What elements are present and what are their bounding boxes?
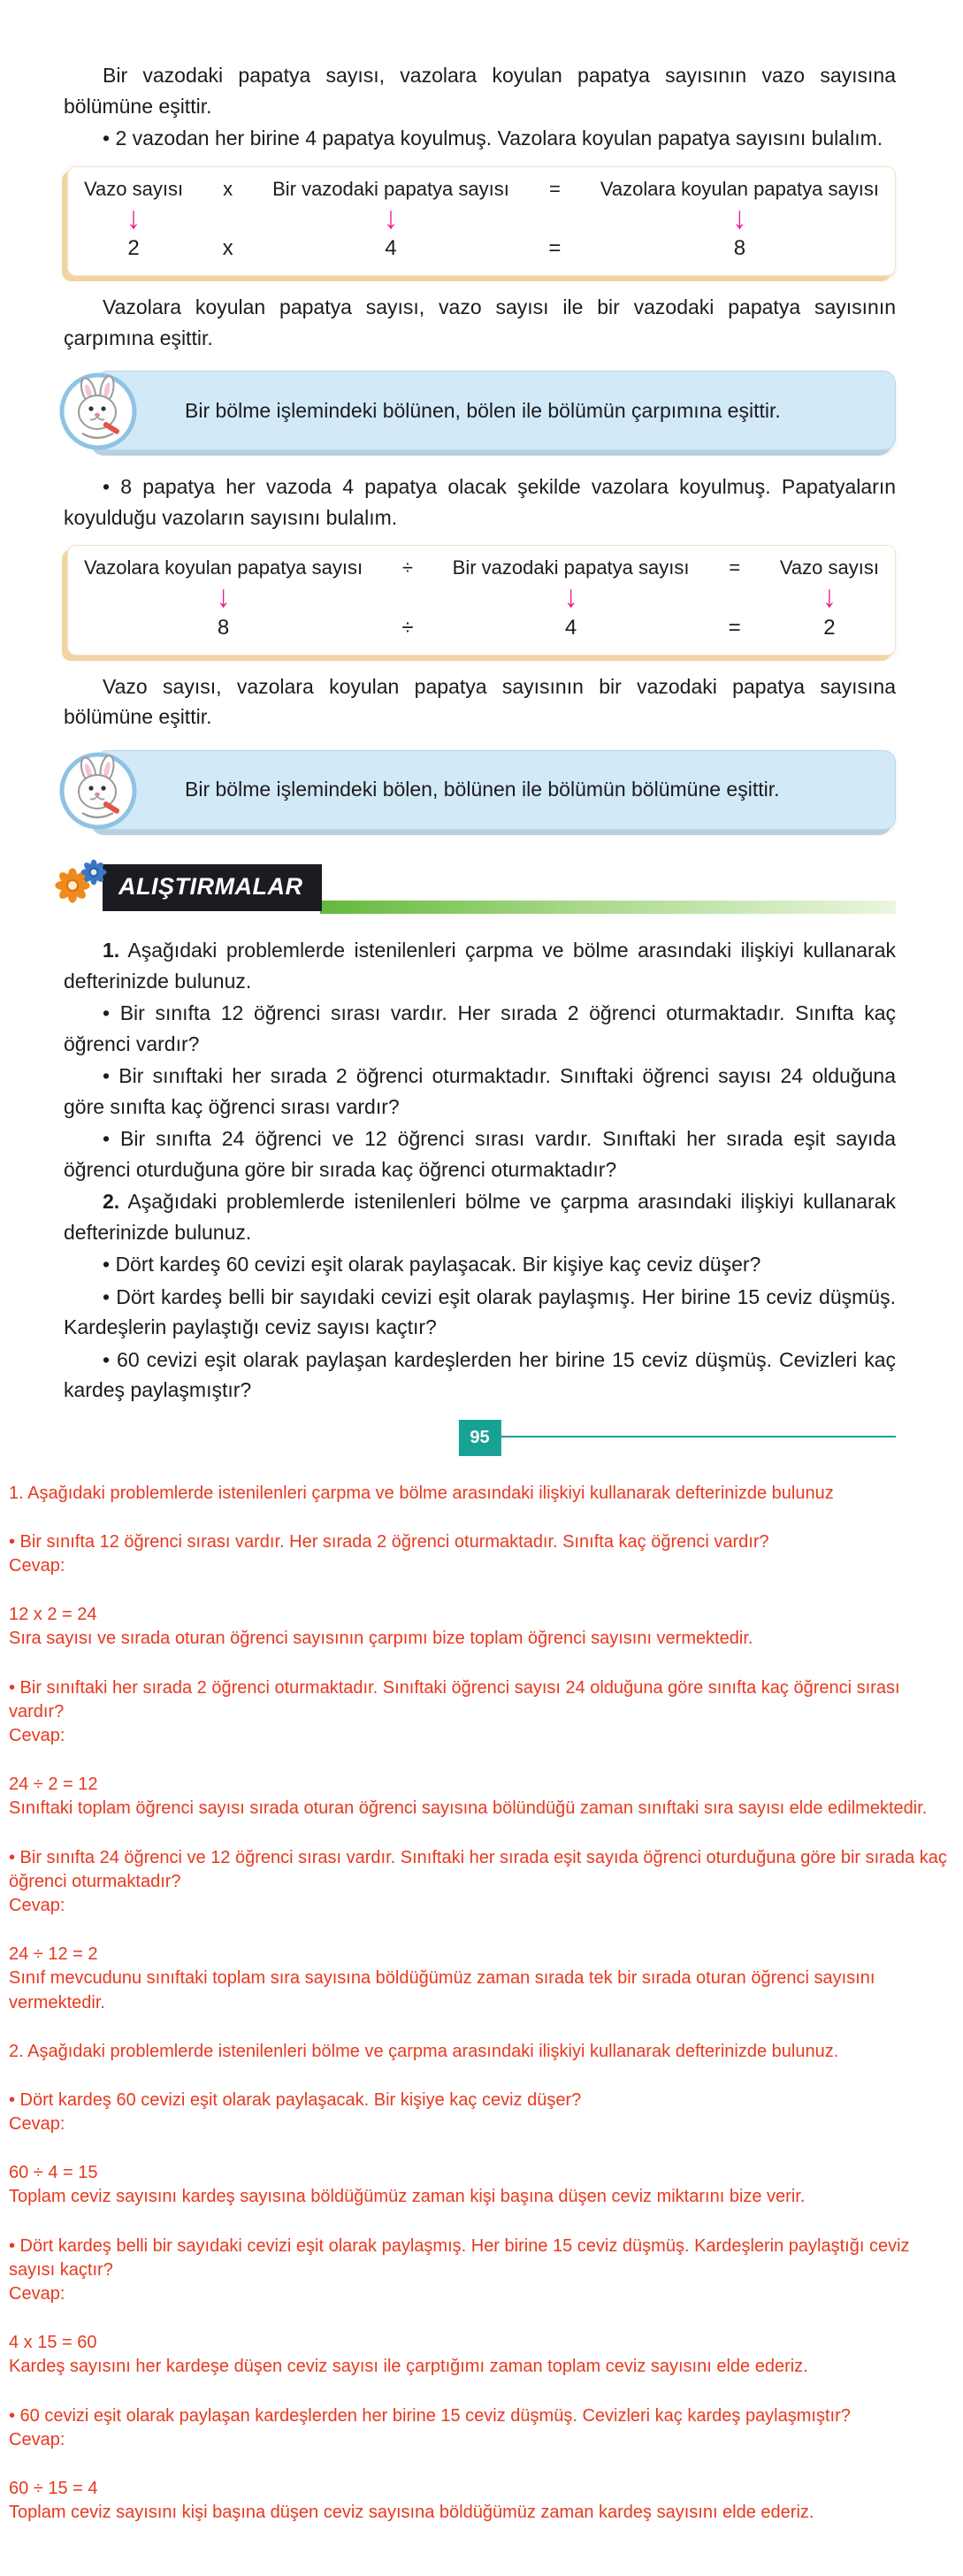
multiplication-equation-box bbox=[67, 166, 896, 277]
exercise-1-bullet-1: • Bir sınıfta 12 öğrenci sırası vardır. Her sırada 2 öğrenci oturmaktadır. Sınıfta kaç öğrenci vardır? bbox=[64, 1001, 896, 1055]
exercise-2-intro-text: Aşağıdaki problemlerde istenilenleri bölme ve çarpma arasındaki ilişkiyi kullanarak defterinizde bulunuz. bbox=[64, 1190, 896, 1244]
rule-callout-division bbox=[64, 750, 896, 832]
eq2-term-per-vase: Bir vazodaki papatya sayısı bbox=[452, 556, 690, 579]
answer-explanation: Kardeş sayısını her kardeşe düşen ceviz sayısı ile çarptığımı zaman toplam ceviz sayısını elde ederiz. bbox=[9, 2357, 808, 2377]
down-arrow-icon: ↓ bbox=[822, 579, 837, 614]
page-number: 95 bbox=[458, 1420, 501, 1456]
intro-paragraph: Bir vazodaki papatya sayısı, vazolara koyulan papatya sayısının vazo sayısına bölümüne eşittir. bbox=[64, 64, 896, 118]
flower-icon bbox=[51, 858, 110, 918]
answer-block-6 bbox=[9, 2404, 951, 2526]
down-arrow-icon: ↓ bbox=[126, 199, 141, 235]
exercises-title: ALIŞTIRMALAR bbox=[103, 864, 322, 911]
answers-section bbox=[0, 1455, 963, 2576]
answer-equation: 4 x 15 = 60 bbox=[9, 2333, 97, 2353]
rule-callout-box bbox=[96, 371, 896, 450]
exercise-2-bullet-1: • Dört kardeş 60 cevizi eşit olarak paylaşacak. Bir kişiye kaç ceviz düşer? bbox=[103, 1253, 761, 1276]
answer-label: Cevap: bbox=[9, 1556, 65, 1576]
exercise-1-number: 1. bbox=[103, 939, 120, 962]
rule-text: Bir bölme işlemindeki bölünen, bölen ile bölümün çarpımına eşittir. bbox=[185, 398, 781, 422]
eq1-value-vases: 2 bbox=[127, 236, 140, 261]
exercise-2-bullet-2: • Dört kardeş belli bir sayıdaki cevizi eşit olarak paylaşmış. Her birine 15 ceviz düşmüş. Kardeşlerin paylaştığı ceviz sayısı kaçtır? bbox=[64, 1284, 896, 1339]
eq1-value-equals: = bbox=[548, 236, 562, 261]
answer-label: Cevap: bbox=[9, 2284, 65, 2304]
rabbit-mascot-icon bbox=[58, 751, 138, 831]
answer-question: • Bir sınıfta 24 öğrenci ve 12 öğrenci sırası vardır. Sınıftaki her sırada eşit sayıda öğrenci oturduğuna göre bir sırada kaç öğrenci oturmaktadır? bbox=[9, 1847, 947, 1891]
rule-callout-multiplication bbox=[64, 371, 896, 452]
answer-explanation: Sınıftaki toplam öğrenci sayısı sırada oturan öğrenci sayısına bölündüğü zaman sınıftaki sıra sayısı elde edilmektedir. bbox=[9, 1798, 928, 1819]
eq1-term-per-vase: Bir vazodaki papatya sayısı bbox=[272, 177, 509, 200]
multiplication-equation-grid bbox=[84, 174, 879, 265]
answer-block-2 bbox=[9, 1676, 951, 1821]
exercise-1-bullet-3: • Bir sınıfta 24 öğrenci ve 12 öğrenci sırası vardır. Sınıftaki her sırada eşit sayıda öğrenci oturduğuna göre bir sırada kaç öğrenci oturmaktadır? bbox=[64, 1127, 896, 1181]
down-arrow-icon: ↓ bbox=[732, 199, 747, 235]
eq2-divide-operator: ÷ bbox=[401, 556, 413, 579]
answer-explanation: Toplam ceviz sayısını kardeş sayısına böldüğümüz zaman kişi başına düşen ceviz miktarını bize verir. bbox=[9, 2187, 806, 2207]
exercises-header bbox=[51, 858, 896, 918]
answer-block-4 bbox=[9, 2089, 951, 2210]
eq2-value-per-vase: 4 bbox=[564, 615, 577, 640]
down-arrow-icon: ↓ bbox=[563, 579, 578, 614]
answer-question: • Bir sınıfta 12 öğrenci sırası vardır. Her sırada 2 öğrenci oturmaktadır. Sınıfta kaç öğrenci vardır? bbox=[9, 1531, 769, 1552]
header-underline bbox=[320, 901, 896, 914]
eq1-value-per-vase: 4 bbox=[385, 236, 397, 261]
eq1-equals-operator: = bbox=[548, 177, 561, 200]
exercise-1-intro bbox=[64, 935, 896, 996]
exercise-2-number: 2. bbox=[103, 1190, 120, 1214]
eq2-equals-operator: = bbox=[729, 556, 741, 579]
answer-explanation: Toplam ceviz sayısını kişi başına düşen ceviz sayısına böldüğümüz zaman kardeş sayısını elde ederiz. bbox=[9, 2503, 814, 2523]
answer-equation: 24 ÷ 12 = 2 bbox=[9, 1944, 98, 1965]
exercise-2-bullet-3: • 60 cevizi eşit olarak paylaşan kardeşlerden her birine 15 ceviz düşmüş. Cevizleri kaç kardeş paylaşmıştır? bbox=[64, 1347, 896, 1402]
eq2-value-total: 8 bbox=[217, 615, 230, 640]
answer-question: • Dört kardeş 60 cevizi eşit olarak paylaşacak. Bir kişiye kaç ceviz düşer? bbox=[9, 2089, 582, 2110]
exercise-2-intro bbox=[64, 1186, 896, 1247]
division-explanation: Vazo sayısı, vazolara koyulan papatya sayısının bir vazodaki papatya sayısına bölümüne eşittir. bbox=[64, 674, 896, 729]
answer-label: Cevap: bbox=[9, 2114, 65, 2135]
eq2-value-equals: = bbox=[728, 615, 741, 640]
exercise-1-bullet-2: • Bir sınıftaki her sırada 2 öğrenci oturmaktadır. Sınıftaki öğrenci sayısı 24 olduğuna göre sınıfta kaç öğrenci sırası vardır? bbox=[64, 1064, 896, 1118]
eq1-term-total: Vazolara koyulan papatya sayısı bbox=[600, 177, 879, 200]
exercise-1-intro-text: Aşağıdaki problemlerde istenilenleri çarpma ve bölme arasındaki ilişkiyi kullanarak defterinizde bulunuz. bbox=[64, 939, 896, 993]
eq2-value-vases: 2 bbox=[823, 615, 836, 640]
eq2-term-vases: Vazo sayısı bbox=[779, 556, 879, 579]
answer-block-3 bbox=[9, 1846, 951, 2015]
page-number-rule bbox=[496, 1436, 896, 1438]
division-equation-box bbox=[67, 545, 896, 656]
division-bullet: • 8 papatya her vazoda 4 papatya olacak şekilde vazolara koyulmuş. Papatyaların koyulduğu vazoların sayısını bulalım. bbox=[64, 475, 896, 529]
answer-question: • Dört kardeş belli bir sayıdaki cevizi eşit olarak paylaşmış. Her birine 15 ceviz düşmüş. Kardeşlerin paylaştığı ceviz sayısı kaçtır? bbox=[9, 2235, 910, 2280]
intro-bullet: • 2 vazodan her birine 4 papatya koyulmuş. Vazolara koyulan papatya sayısını bulalım. bbox=[103, 126, 883, 150]
answer-heading-1: 1. Aşağıdaki problemlerde istenilenleri çarpma ve bölme arasındaki ilişkiyi kullanarak defterinizde bulunuz bbox=[9, 1483, 834, 1503]
answer-equation: 24 ÷ 2 = 12 bbox=[9, 1775, 98, 1795]
eq2-value-divide: ÷ bbox=[401, 615, 414, 640]
answer-block-5 bbox=[9, 2235, 951, 2380]
rule-callout-box bbox=[96, 750, 896, 830]
eq2-term-total: Vazolara koyulan papatya sayısı bbox=[84, 556, 363, 579]
rule-text: Bir bölme işlemindeki bölen, bölünen ile bölümün bölümüne eşittir. bbox=[185, 778, 780, 801]
eq1-term-vases: Vazo sayısı bbox=[84, 177, 184, 200]
multiplication-explanation: Vazolara koyulan papatya sayısı, vazo sayısı ile bir vazodaki papatya sayısının çarpımına eşittir. bbox=[64, 295, 896, 349]
rabbit-mascot-icon bbox=[58, 372, 138, 451]
answer-heading-2: 2. Aşağıdaki problemlerde istenilenleri bölme ve çarpma arasındaki ilişkiyi kullanarak defterinizde bulunuz. bbox=[9, 2041, 839, 2061]
answer-equation: 60 ÷ 4 = 15 bbox=[9, 2163, 98, 2183]
answer-question: • 60 cevizi eşit olarak paylaşan kardeşlerden her birine 15 ceviz düşmüş. Cevizleri kaç kardeş paylaşmıştır? bbox=[9, 2405, 851, 2426]
down-arrow-icon: ↓ bbox=[216, 579, 231, 614]
answer-label: Cevap: bbox=[9, 2429, 65, 2450]
answer-equation: 12 x 2 = 24 bbox=[9, 1605, 97, 1625]
eq1-value-total: 8 bbox=[733, 236, 746, 261]
answer-question: • Bir sınıftaki her sırada 2 öğrenci oturmaktadır. Sınıftaki öğrenci sayısı 24 olduğuna göre sınıfta kaç öğrenci sırası vardır? bbox=[9, 1677, 900, 1721]
page-number-row bbox=[64, 1420, 896, 1455]
down-arrow-icon: ↓ bbox=[383, 199, 398, 235]
answer-explanation: Sıra sayısı ve sırada oturan öğrenci sayısının çarpımı bize toplam öğrenci sayısını vermektedir. bbox=[9, 1629, 753, 1649]
answer-equation: 60 ÷ 15 = 4 bbox=[9, 2478, 98, 2498]
answer-label: Cevap: bbox=[9, 1726, 65, 1745]
eq1-times-operator: x bbox=[223, 177, 233, 200]
answer-explanation: Sınıf mevcudunu sınıftaki toplam sıra sayısına böldüğümüz zaman sırada tek bir sırada oturan öğrenci sayısını vermektedir. bbox=[9, 1968, 875, 2012]
answer-block-1 bbox=[9, 1530, 951, 1652]
division-equation-grid bbox=[84, 553, 879, 644]
answer-label: Cevap: bbox=[9, 1895, 65, 1915]
eq1-value-times: x bbox=[222, 236, 233, 261]
